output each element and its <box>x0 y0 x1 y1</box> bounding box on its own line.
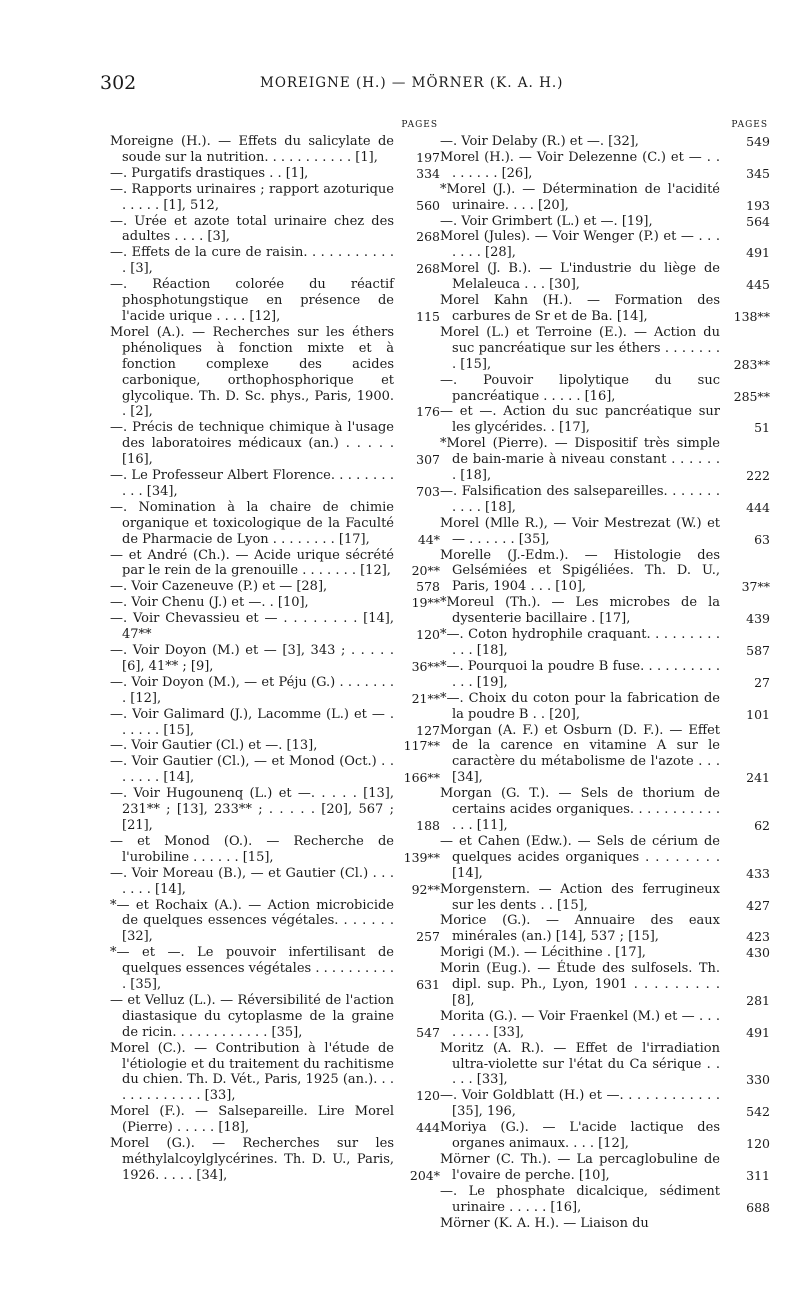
running-title: MOREIGNE (H.) — MÖRNER (K. A. H.) <box>260 75 564 91</box>
entry-page-ref: 307 <box>416 452 440 468</box>
entry-page-ref: 444 <box>746 499 770 515</box>
entry-text: — et André (Ch.). — Acide urique sécrété par le rein de la grenouille . . . . . . . [12], <box>110 547 394 579</box>
entry-page-ref: 549 <box>746 134 770 149</box>
entry-text: —. Urée et azote total urinaire chez des adultes . . . . [3], <box>110 213 394 245</box>
entry-page-ref: 542 <box>746 1104 770 1120</box>
entry-page-ref: 430 <box>746 945 770 961</box>
index-entry <box>440 627 770 659</box>
entry-text: Morel (J. B.). — L'industrie du liège de Melaleuca . . . [30], <box>440 261 720 293</box>
entry-page-ref: 631 <box>416 977 440 993</box>
entry-text: *Morel (Pierre). — Dispositif très simple de bain-marie à niveau constant . . . . . . . [18], <box>440 436 720 484</box>
entry-text: *Morel (J.). — Détermination de l'acidité urinaire. . . . [20], <box>440 181 720 213</box>
index-entry <box>110 707 440 739</box>
pages-label-left: PAGES <box>401 120 438 130</box>
entry-page-ref: 197 <box>416 149 440 165</box>
entry-text: —. Le Professeur Albert Florence. . . . . . . . . . . [34], <box>110 468 394 499</box>
entry-text: —. Voir Hugounenq (L.) et —. . . . . [13], 231** ; [13], 233** ; . . . . . [20], 567 ; [21], <box>110 786 394 833</box>
entry-text: *— et Rochaix (A.). — Action microbicide de quelques essences végétales. . . . . . . [32], <box>110 897 394 945</box>
pages-label-right: PAGES <box>731 120 768 130</box>
entry-page-ref: 560 <box>416 197 440 213</box>
entry-page-ref: 127 <box>416 722 440 738</box>
index-entry <box>440 214 770 230</box>
entry-text: —. Voir Doyon (M.) et — [3], 343 ; . . . . . [6], 41** ; [9], <box>110 643 394 674</box>
entry-text: —. Purgatifs drastiques . . [1], <box>110 165 309 181</box>
index-entry <box>440 786 770 834</box>
entry-page-ref: 283** <box>733 356 770 372</box>
entry-text: —. Voir Gautier (Cl.) et —. [13], <box>110 738 318 754</box>
entry-text: Moriya (G.). — L'acide lactique des organes animaux. . . . [12], <box>440 1120 720 1152</box>
entry-page-ref: 311 <box>746 1167 770 1183</box>
entry-text: Morgan (G. T.). — Sels de thorium de certains acides organiques. . . . . . . . . . . . . . [11], <box>440 786 720 833</box>
entry-text: —. Réaction colorée du réactif phosphotungstique en présence de l'acide urique . . . . [12], <box>110 277 394 324</box>
entry-page-ref: 19** <box>411 595 440 611</box>
index-entry <box>110 579 440 595</box>
index-entry <box>440 1184 770 1216</box>
entry-text: Morel (H.). — Voir Delezenne (C.) et — . . . . . . . . [26], <box>440 149 720 181</box>
entry-page-ref: 330 <box>746 1072 770 1088</box>
entry-text: —. Rapports urinaires ; rapport azoturique . . . . . [1], 512, <box>110 181 394 213</box>
index-entry <box>110 500 440 548</box>
index-entry <box>110 134 440 166</box>
index-entry <box>110 993 440 1041</box>
index-entry <box>440 945 770 961</box>
left-column <box>110 120 440 1184</box>
index-entry <box>110 1136 440 1184</box>
entry-text: Moreigne (H.). — Effets du salicylate de soude sur la nutrition. . . . . . . . . . . [1], <box>110 134 394 165</box>
entry-text: —. Voir Chevassieu et — . . . . . . . . [14], 47** <box>110 611 394 643</box>
index-entry <box>440 834 770 882</box>
entry-page-ref: 578 <box>416 579 440 595</box>
entry-text: — et —. Action du suc pancréatique sur les glycérides. . [17], <box>440 404 720 436</box>
entry-page-ref: 345 <box>746 165 770 181</box>
entry-text: —. Précis de technique chimique à l'usage des laboratoires médicaux (an.) . . . . . [16], <box>110 420 394 468</box>
entry-page-ref: 439 <box>746 611 770 627</box>
index-entry <box>440 325 770 373</box>
entry-page-ref: 268 <box>416 261 440 277</box>
entry-text: Morin (Eug.). — Étude des sulfosels. Th. dipl. sup. Ph., Lyon, 1901 . . . . . . . . . [8], <box>440 961 720 1008</box>
index-entry <box>440 134 770 150</box>
entry-page-ref: 433 <box>746 865 770 881</box>
index-entry <box>110 866 440 898</box>
entry-text: —. Voir Galimard (J.), Lacomme (L.) et — . . . . . . [15], <box>110 706 394 738</box>
index-entry <box>110 214 440 246</box>
entry-text: —. Voir Gautier (Cl.), — et Monod (Oct.) . . . . . . . [14], <box>110 754 394 786</box>
entry-text: —. Falsification des salsepareilles. . . . . . . . . . . [18], <box>440 483 720 515</box>
entry-page-ref: 92** <box>411 881 440 897</box>
entry-page-ref: 120 <box>746 1136 770 1152</box>
index-entry <box>110 182 440 214</box>
right-entries <box>440 134 770 1232</box>
entry-text: —. Voir Goldblatt (H.) et —. . . . . . . . . . . . [35], 196, <box>440 1088 720 1120</box>
index-entry <box>110 675 440 707</box>
entry-page-ref: 688 <box>746 1199 770 1215</box>
index-entry <box>440 1216 770 1232</box>
entry-text: —. Voir Grimbert (L.) et —. [19], <box>440 213 653 229</box>
entry-text: Morel Kahn (H.). — Formation des carbures de Sr et de Ba. [14], <box>440 293 720 324</box>
entry-text: Morel (C.). — Contribution à l'étude de l'étiologie et du traitement du rachitisme du chien. Th. D. Vét., Paris, 1925 (an.). . . . . . . . . . . . . [33], <box>110 1040 394 1104</box>
entry-text: *—. Pourquoi la poudre B fuse. . . . . . . . . . . . . [19], <box>440 658 720 690</box>
entry-page-ref: 20** <box>411 563 440 579</box>
entry-page-ref: 27 <box>754 674 770 690</box>
index-entry <box>110 468 440 500</box>
entry-page-ref: 703 <box>416 483 440 499</box>
entry-text: Morgenstern. — Action des ferrugineux sur les dents . . [15], <box>440 881 720 913</box>
entry-text: Morelle (J.-Edm.). — Histologie des Gelsémiées et Spigéliées. Th. D. U., Paris, 1904 . . . [10], <box>440 547 720 595</box>
entry-page-ref: 257 <box>416 929 440 945</box>
index-entry <box>440 659 770 691</box>
entry-text: Morice (G.). — Annuaire des eaux minérales (an.) [14], 537 ; [15], <box>440 913 720 945</box>
index-entry <box>110 611 440 643</box>
index-entry <box>440 595 770 627</box>
entry-page-ref: 204* <box>409 1167 440 1183</box>
entry-text: *Moreul (Th.). — Les microbes de la dysenterie bacillaire . [17], <box>440 595 720 627</box>
entry-page-ref: 120 <box>416 627 440 643</box>
entry-text: *— et —. Le pouvoir infertilisant de quelques essences végétales . . . . . . . . . . . [35], <box>110 945 394 993</box>
entry-page-ref: 564 <box>746 213 770 229</box>
entry-text: — et Velluz (L.). — Réversibilité de l'action diastasique du cytoplasme de la graine de ricin. . . . . . . . . . . . [35], <box>110 992 394 1040</box>
index-entry <box>110 420 440 468</box>
entry-text: Mörner (C. Th.). — La percaglobuline de l'ovaire de perche. [10], <box>440 1152 720 1183</box>
entry-page-ref: 139** <box>403 849 440 865</box>
index-entry <box>110 754 440 786</box>
entry-page-ref: 44* <box>417 531 440 547</box>
index-entry <box>440 229 770 261</box>
entry-text: Morel (F.). — Salsepareille. Lire Morel (Pierre) . . . . . [18], <box>110 1104 394 1136</box>
index-entry <box>110 548 440 580</box>
entry-text: —. Voir Chenu (J.) et —. . [10], <box>110 595 309 611</box>
entry-page-ref: 138** <box>733 308 770 324</box>
entry-page-ref: 547 <box>416 1024 440 1040</box>
index-entry <box>440 1009 770 1041</box>
index-entry <box>440 1041 770 1089</box>
entry-text: Morel (Mlle R.), — Voir Mestrezat (W.) et — . . . . . . [35], <box>440 515 720 547</box>
entry-page-ref: 37** <box>741 579 770 595</box>
index-entry <box>110 1104 440 1136</box>
entry-page-ref: 36** <box>411 658 440 674</box>
entry-text: Moritz (A. R.). — Effet de l'irradiation ultra-violette sur l'état du Ca sérique . . . . . [33], <box>440 1040 720 1088</box>
index-entry <box>440 548 770 596</box>
page-header <box>100 72 720 96</box>
right-column <box>440 120 770 1232</box>
entry-text: —. Voir Cazeneuve (P.) et — [28], <box>110 579 328 595</box>
index-entry <box>110 898 440 946</box>
index-entry <box>440 516 770 548</box>
entry-text: Mörner (K. A. H.). — Liaison du <box>440 1215 649 1231</box>
entry-page-ref: 51 <box>754 420 770 436</box>
entry-text: Morel (G.). — Recherches sur les méthylalcoylglycérines. Th. D. U., Paris, 1926. . . . . [34], <box>110 1136 394 1183</box>
index-entry <box>440 961 770 1009</box>
entry-page-ref: 21** <box>411 690 440 706</box>
index-entry <box>440 723 770 787</box>
entry-page-ref: 423 <box>746 929 770 945</box>
entry-page-ref: 491 <box>746 1024 770 1040</box>
index-entry <box>440 882 770 914</box>
entry-page-ref: 222 <box>746 468 770 484</box>
entry-text: —. Le phosphate dicalcique, sédiment urinaire . . . . . [16], <box>440 1183 720 1215</box>
entry-text: Morel (Jules). — Voir Wenger (P.) et — . . . . . . . [28], <box>440 229 720 261</box>
index-entry <box>110 245 440 277</box>
index-entry <box>110 786 440 834</box>
entry-page-ref: 166** <box>403 770 440 786</box>
entry-page-ref: 62 <box>754 817 770 833</box>
entry-text: —. Pouvoir lipolytique du suc pancréatique . . . . . [16], <box>440 372 720 404</box>
entry-page-ref: 115 <box>416 308 440 324</box>
left-entries <box>110 134 440 1184</box>
entry-page-ref: 587 <box>746 643 770 658</box>
entry-text: — et Cahen (Edw.). — Sels de cérium de quelques acides organiques . . . . . . . . [14], <box>440 833 720 881</box>
entry-page-ref: 444 <box>416 1120 440 1136</box>
entry-page-ref: 281 <box>746 992 770 1008</box>
entry-text: *—. Choix du coton pour la fabrication de la poudre B . . [20], <box>440 690 720 722</box>
index-entry <box>440 436 770 484</box>
entry-page-ref: 117** <box>403 738 440 754</box>
index-entry <box>440 913 770 945</box>
index-entry <box>110 595 440 611</box>
index-entry <box>440 1152 770 1184</box>
index-entry <box>110 834 440 866</box>
index-entry <box>110 325 440 420</box>
entry-text: — et Monod (O.). — Recherche de l'urobiline . . . . . . [15], <box>110 833 394 865</box>
index-entry <box>440 691 770 723</box>
entry-text: Morel (L.) et Terroine (E.). — Action du suc pancréatique sur les éthers . . . . . . . . [15], <box>440 324 720 372</box>
entry-page-ref: 491 <box>746 245 770 261</box>
index-entry <box>110 738 440 754</box>
index-entry <box>110 643 440 675</box>
index-entry <box>110 945 440 993</box>
entry-page-ref: 101 <box>746 706 770 722</box>
entry-text: —. Nomination à la chaire de chimie organique et toxicologique de la Faculté de Pharmacie de Lyon . . . . . . . . [17], <box>110 499 394 547</box>
entry-text: —. Voir Doyon (M.), — et Péju (G.) . . . . . . . . [12], <box>110 674 394 706</box>
entry-text: —. Voir Moreau (B.), — et Gautier (Cl.) . . . . . . . [14], <box>110 865 394 897</box>
entry-page-ref: 427 <box>746 897 770 913</box>
entry-page-ref: 63 <box>754 531 770 547</box>
entry-page-ref: 241 <box>746 770 770 786</box>
entry-page-ref: 445 <box>746 277 770 293</box>
entry-page-ref: 193 <box>746 197 770 213</box>
entry-text: Morgan (A. F.) et Osburn (D. F.). — Effet de la carence en vitamine A sur le caractère du métabolisme de l'azote . . . [34], <box>440 722 720 786</box>
index-entry <box>440 1120 770 1152</box>
index-entry <box>440 293 770 325</box>
index-entry <box>110 166 440 182</box>
index-entry <box>440 404 770 436</box>
entry-text: —. Voir Delaby (R.) et —. [32], <box>440 134 639 149</box>
index-entry <box>440 261 770 293</box>
index-entry <box>440 182 770 214</box>
entry-page-ref: 334 <box>416 165 440 181</box>
index-entry <box>440 373 770 405</box>
entry-page-ref: 188 <box>416 817 440 833</box>
index-entry <box>440 150 770 182</box>
entry-text: *—. Coton hydrophile craquant. . . . . . . . . . . . [18], <box>440 627 720 658</box>
index-entry <box>440 1088 770 1120</box>
entry-text: Morigi (M.). — Lécithine . [17], <box>440 945 646 961</box>
page-number: 302 <box>100 72 137 94</box>
entry-page-ref: 285** <box>733 388 770 404</box>
entry-page-ref: 176 <box>416 404 440 420</box>
entry-text: Morel (A.). — Recherches sur les éthers phénoliques à fonction mixte et à fonction complexe des acides carbonique, orthophosphorique et glycolique. Th. D. Sc. phys., Paris, 1900. . [2], <box>110 324 394 420</box>
index-entry <box>440 484 770 516</box>
index-entry <box>110 1041 440 1105</box>
entry-text: Morita (G.). — Voir Fraenkel (M.) et — . . . . . . . . [33], <box>440 1008 720 1040</box>
entry-page-ref: 120 <box>416 1088 440 1104</box>
entry-page-ref: 268 <box>416 229 440 245</box>
entry-text: —. Effets de la cure de raisin. . . . . . . . . . . . [3], <box>110 245 394 277</box>
index-entry <box>110 277 440 325</box>
